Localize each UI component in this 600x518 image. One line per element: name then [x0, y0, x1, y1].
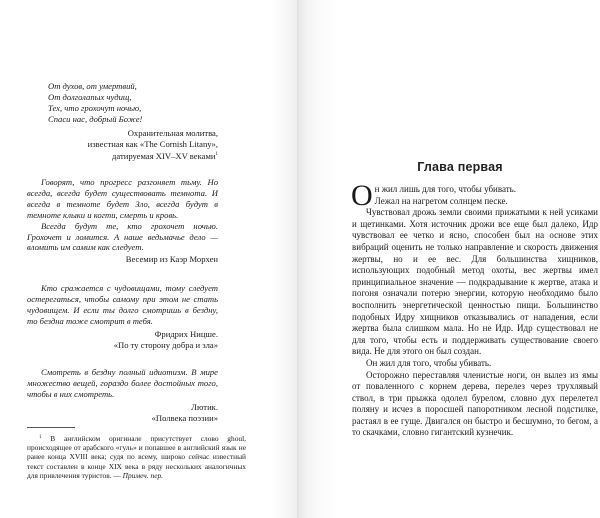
attribution-line: «По ту сторону добра и зла» — [113, 339, 218, 350]
chapter-title: Глава первая — [417, 160, 503, 174]
footnote-divider — [27, 427, 75, 428]
footnote-number: 1 — [39, 435, 42, 440]
gutter — [297, 0, 299, 518]
footnote-text: В английском оригинале присутствует слово ghoul, происходящее от арабского «гуль» и попавшее в английский язык не ранее конца XVIII века; судя по всему, широко сейчас известный текст составлен в конце XIX века в ряду нескольких аналогичных для привлечения туристов. — — [27, 434, 246, 480]
attribution-line: Лютик. — [191, 402, 218, 412]
footnote-note-label: Примеч. пер. — [122, 470, 164, 480]
epigraph3-attribution — [27, 329, 218, 351]
attribution-line: «Полвека поэзии» — [151, 412, 218, 423]
chapter-body — [351, 179, 598, 439]
epigraph4-attribution — [27, 402, 218, 424]
epigraph2-attribution: Весемир из Каэр Морхен — [125, 254, 218, 264]
verse-line: Спаси нас, добрый Боже! — [48, 113, 143, 124]
verse-line: От духов, от умертвий, — [48, 81, 137, 91]
attribution-line: Охранительная молитва, — [127, 128, 218, 138]
verse-line: От долголапых чудищ, — [48, 91, 132, 102]
footnote-marker[interactable]: 1 — [215, 151, 218, 157]
attribution-line: известная как «The Cornish Litany», — [87, 138, 218, 149]
epigraph4-text — [27, 367, 218, 400]
epigraph-verse — [48, 81, 198, 125]
footnote — [27, 433, 246, 480]
body-paragraph: Чувствовал дрожь земли своими прижатыми к ней усиками и щетинками. Хотя источник дрожи все еще был далеко, Идр чувствовал ее четко и ясно, способен был на основе этих вибраций оценить не только направление и скорость движения жертвы, но и ее вес. Для большинства хищников, использующих подобный метод охоты, вес жертвы имел принципиальное значение — подкрадывание к жертве, атака и погоня означали потерю энергии, которую необходимо было восполнить энергетической ценностью пищи. Большинство подобных Идру хищников отказывались от нападения, если жертва была слишком мала. Но не Идр. Идр существовал не для того, чтобы есть и поддерживать существование своего вида. Не для этого он был создан. — [352, 207, 598, 357]
epigraph2-text — [27, 177, 218, 253]
epigraph3-text — [27, 283, 218, 327]
epigraph-paragraph: Говорят, что прогресс разгоняет тьму. Но всегда, всегда будет существовать темнота. И всегда в темноте будет Зло, всегда будут в темноте клыки и когти, смерть и кровь. — [27, 177, 218, 220]
drop-cap: О — [351, 179, 373, 212]
epigraph-paragraph: Всегда будут те, кто грохочет ночью. Грохочет и ломится. А наше ведьмачье дело — вломить им самим как следует. — [27, 220, 218, 253]
epigraph1-attribution — [0, 128, 218, 162]
body-paragraph: Он жил для того, чтобы убивать. — [366, 357, 492, 368]
body-paragraph: Лежал на нагретом солнцем песке. — [374, 195, 508, 206]
attribution-line: Фридрих Ницше. — [154, 329, 218, 339]
epigraph-paragraph: Кто сражается с чудовищами, тому следует остерегаться, чтобы самому при этом не стать чудовищем. И если ты долго смотришь в бездну, то бездна тоже смотрит в тебя. — [27, 283, 218, 326]
verse-line: Тех, что грохочут ночью, — [48, 102, 142, 113]
body-paragraph: Осторожно переставляя членистые ноги, он вылез из ямы от поваленного с корнем дерева, перелез через трухлявый ствол, в три прыжка одолел бурелом, словно дух перелетел поляну и исчез в поросшей папоротником лесной подстилке, растаял в ее гуще. Двигался он быстро и бесшумно, то бегом, а то скачками, словно гигантский кузнечик. — [352, 369, 598, 438]
body-paragraph: н жил лишь для того, чтобы убивать. — [374, 184, 517, 194]
epigraph-paragraph: Смотреть в бездну полный идиотизм. В мире множество вещей, гораздо более достойных того, чтобы в них смотреть. — [27, 367, 218, 399]
attribution-line: датируемая XIV–XV веками — [112, 150, 216, 161]
